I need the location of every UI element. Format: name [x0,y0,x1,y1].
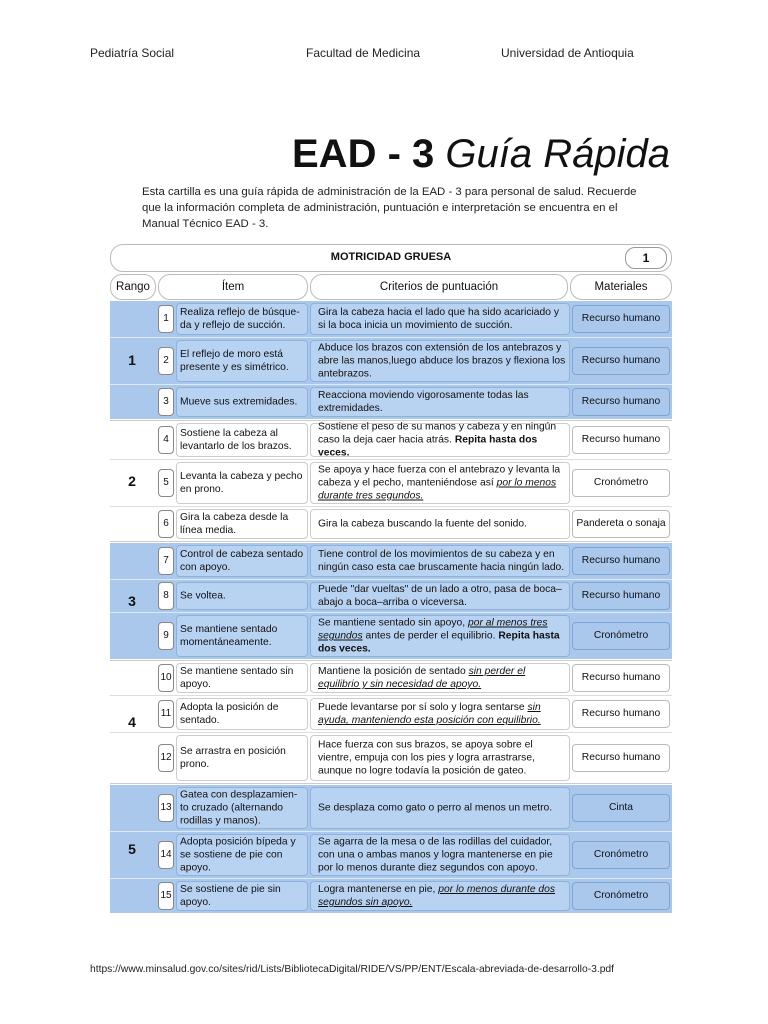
col-criterios: Criterios de puntuación [310,274,568,300]
section-header [110,244,672,272]
criteria-text [318,342,566,381]
criteria-main: Puede "dar vueltas" de un lado a otro, pasa de boca–abajo a boca–arriba o viceversa. [318,584,562,608]
criteria-text [318,421,566,460]
col-item: Ítem [158,274,308,300]
item-number: 12 [158,744,174,772]
criteria-main: Puede levantarse por sí solo y logra sentarse [318,702,525,713]
item-number: 11 [158,700,174,728]
item-number: 3 [158,388,174,416]
item-text: Se mantiene sentado momentáneamente. [180,624,278,648]
criteria-text [318,518,566,531]
material-cell: Recurso humano [572,744,670,772]
criteria-main: Se mantiene sentado sin apoyo, [318,617,466,629]
item-text: Control de cabeza sentado con apoyo. [180,549,304,573]
item-text: Sostiene la cabeza al levantarlo de los brazos. [180,428,292,452]
criteria-text [318,883,566,909]
title-bold: EAD - 3 [292,132,435,176]
item-text: Gatea con desplazamien-to cruzado (alternando rodillas y manos). [180,789,298,827]
table-row [110,733,672,783]
col-materiales: Materiales [570,274,672,300]
criteria-text [318,701,566,727]
criteria-text [318,389,566,415]
criteria-main: Sostiene el peso de su manos y cabeza y en ningún caso la deja caer hacia atrás. [318,421,557,446]
item-number: 15 [158,882,174,910]
range-label: 3 [128,593,136,609]
criteria-main: Gira la cabeza buscando la fuente del sonido. [318,518,527,530]
table-row [110,785,672,832]
item-text: Adopta la posición de sentado. [180,702,279,726]
material-cell: Recurso humano [572,426,670,454]
table-row [110,421,672,460]
item-text: Realiza reflejo de búsque-da y reflejo de succión. [180,307,300,331]
range-label: 5 [128,841,136,857]
item-text: El reflejo de moro está presente y es simétrico. [180,349,289,373]
table-row [110,879,672,913]
table-row [110,543,672,580]
range-group [110,660,672,784]
range-label: 1 [128,352,136,368]
material-cell: Recurso humano [572,700,670,728]
table-row [110,832,672,879]
item-text: Se mantiene sentado sin apoyo. [180,666,294,690]
range-label: 4 [128,714,136,730]
criteria-main: Tiene control de los movimientos de su cabeza y en ningún caso esta cae bruscamente hacia ningún lado. [318,549,565,573]
criteria-text [318,739,566,778]
material-cell: Pandereta o sonaja [572,510,670,538]
criteria-main: Reacciona moviendo vigorosamente todas las extremidades. [318,390,529,414]
material-cell: Recurso humano [572,664,670,692]
page-title [292,132,670,177]
item-number: 13 [158,794,174,822]
item-number: 1 [158,305,174,333]
range-group [110,785,672,913]
table-row [110,301,672,338]
item-text: Se voltea. [180,590,226,602]
item-text: Adopta posición bípeda y se sostiene de pie con apoyo. [180,836,296,874]
criteria-repeat: Repita hasta dos veces. [318,434,538,459]
range-label: 2 [128,473,136,489]
material-cell: Recurso humano [572,305,670,333]
table-row [110,460,672,507]
material-cell: Recurso humano [572,388,670,416]
item-number: 14 [158,841,174,869]
criteria-text [318,306,566,332]
material-cell: Cinta [572,794,670,822]
range-group [110,420,672,542]
table-row [110,661,672,696]
item-number: 5 [158,469,174,497]
material-cell: Cronómetro [572,882,670,910]
criteria-emphasis: por lo menos durante tres segundos. [318,477,557,502]
criteria-text [318,464,566,503]
criteria-emphasis: sin ayuda, manteniendo esta posición con equilibrio. [318,702,541,726]
score-table [110,244,672,913]
material-cell: Cronómetro [572,841,670,869]
item-text: Se sostiene de pie sin apoyo. [180,884,281,908]
header-right: Universidad de Antioquia [501,46,634,60]
header-left: Pediatría Social [90,46,175,60]
criteria-after: antes de perder el equilibrio. [365,630,496,642]
column-headers [110,274,672,300]
material-cell: Recurso humano [572,547,670,575]
criteria-main: Hace fuerza con sus brazos, se apoya sobre el vientre, empuja con los pies y logra arrastrarse, aunque no logre todavía la posición de gateo. [318,739,535,777]
criteria-main: Se apoya y hace fuerza con el antebrazo y levanta la cabeza y el pecho, manteniéndose así [318,464,561,489]
item-number: 9 [158,622,174,650]
material-cell: Cronómetro [572,469,670,497]
section-title: MOTRICIDAD GRUESA [330,251,452,263]
criteria-text [318,617,566,656]
table-body [110,301,672,913]
criteria-main: Se desplaza como gato o perro al menos un metro. [318,802,553,814]
source-url: https://www.minsalud.gov.co/sites/rid/Lists/BibliotecaDigital/RIDE/VS/PP/ENT/Escala-abreviada-de-desarrollo-3.pdf [90,964,615,975]
item-number: 2 [158,347,174,375]
item-text: Mueve sus extremidades. [180,396,298,408]
item-text: Gira la cabeza desde la línea media. [180,512,289,536]
criteria-main: Abduce los brazos con extensión de los antebrazos y abre las manos,luego abduce los brazos y flexiona los antebrazos. [318,342,566,380]
material-cell: Cronómetro [572,622,670,650]
criteria-main: Se agarra de la mesa o de las rodillas del cuidador, con una o ambas manos y logra mantenerse en pie por lo menos durante diez segundos con apoyo. [318,836,553,874]
criteria-emphasis: por lo menos durante dos segundos sin apoyo. [318,884,556,908]
item-number: 7 [158,547,174,575]
criteria-main: Mantiene la posición de sentado [318,666,466,677]
material-cell: Recurso humano [572,582,670,610]
criteria-text [318,836,566,875]
criteria-emphasis: por al menos tres segundos [318,617,548,642]
criteria-emphasis: sin perder el equilibrio y sin necesidad de apoyo. [318,666,526,690]
criteria-repeat: Repita hasta dos veces. [318,630,560,655]
table-row [110,507,672,541]
item-number: 4 [158,426,174,454]
item-text: Se arrastra en posición prono. [180,746,286,770]
table-row [110,613,672,659]
range-group [110,543,672,659]
table-row [110,696,672,733]
item-number: 8 [158,582,174,610]
intro-text: Esta cartilla es una guía rápida de administración de la EAD - 3 para personal de salud. Recuerde que la información completa de administración, puntuación e interpretación se encuentra en el Manual Técnico EAD - 3. [142,186,637,230]
item-number: 10 [158,664,174,692]
range-group [110,301,672,419]
header-center: Facultad de Medicina [306,46,421,60]
section-number: 1 [625,247,667,269]
criteria-text [318,802,566,815]
criteria-text [318,665,566,691]
material-cell: Recurso humano [572,347,670,375]
item-text: Levanta la cabeza y pecho en prono. [180,471,303,495]
table-row [110,385,672,419]
criteria-text [318,583,566,609]
item-number: 6 [158,510,174,538]
criteria-text [318,548,566,574]
table-row [110,338,672,385]
criteria-main: Gira la cabeza hacia el lado que ha sido acariciado y si la boca inicia un movimiento de succión. [318,307,559,331]
table-row [110,580,672,613]
col-rango: Rango [110,274,156,300]
title-italic: Guía Rápida [445,132,670,176]
criteria-main: Logra mantenerse en pie, [318,884,436,895]
